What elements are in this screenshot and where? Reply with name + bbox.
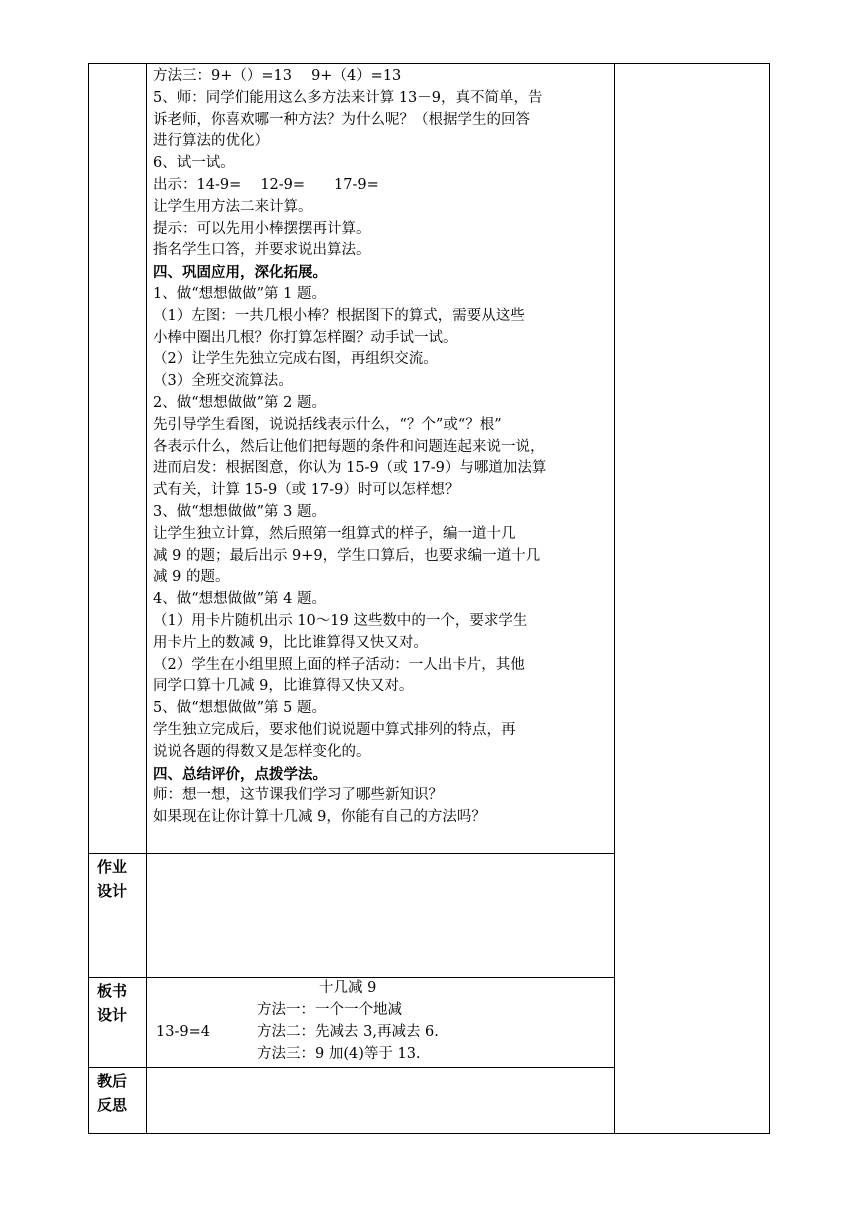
row-divider-reflection [89, 1067, 614, 1068]
lesson-line: 让学生用方法二来计算。 [153, 198, 313, 215]
board-title: 十几减 9 [319, 980, 377, 996]
lesson-line: （1）用卡片随机出示 10～19 这些数中的一个，要求学生 [153, 612, 528, 629]
board-equation: 13-9=4 [156, 1024, 210, 1040]
lesson-line: 小棒中圈出几根？你打算怎样圈？动手试一试。 [153, 329, 458, 346]
lesson-line: 先引导学生看图，说说括线表示什么，“？个”或“？根” [153, 416, 502, 433]
board-method-2: 方法二：先减去 3,再减去 6. [257, 1024, 439, 1040]
section-heading: 四、巩固应用，深化拓展。 [153, 264, 327, 282]
lesson-line: 说说各题的得数又是怎样变化的。 [153, 743, 371, 760]
lesson-line: 减 9 的题；最后出示 9+9，学生口算后，也要求编一道十几 [153, 547, 541, 564]
reflection-label [97, 1069, 127, 1117]
board-label [97, 979, 127, 1027]
lesson-process-text [153, 64, 618, 829]
lesson-line: 进行算法的优化） [153, 133, 269, 150]
lesson-line: 让学生独立计算，然后照第一组算式的样子，编一道十几 [153, 525, 516, 542]
lesson-line: 2、做“想想做做”第 2 题。 [153, 394, 326, 411]
board-label-line-1: 板书 [97, 982, 128, 1000]
lesson-plan-table [88, 63, 770, 1134]
lesson-line: 如果现在让你计算十几减 9，你能有自己的方法吗？ [153, 809, 486, 826]
board-label-line-2: 设计 [97, 1006, 128, 1024]
lesson-line: 师：想一想，这节课我们学习了哪些新知识？ [153, 787, 443, 804]
lesson-line: 出示：14-9= 12-9= 17-9= [153, 176, 379, 193]
lesson-line: 式有关，计算 15-9（或 17-9）时可以怎样想？ [153, 482, 460, 499]
homework-label-line-1: 作业 [97, 858, 128, 876]
board-method-1: 方法一：一个一个地减 [257, 1002, 402, 1018]
homework-label [97, 855, 127, 903]
column-divider-label [146, 64, 147, 1133]
reflection-label-line-1: 教后 [97, 1072, 128, 1090]
lesson-line: 指名学生口答，并要求说出算法。 [153, 242, 371, 259]
row-divider-homework [89, 853, 614, 854]
lesson-line: 方法三：9+（）=13 9+（4）=13 [153, 68, 402, 84]
lesson-line: 减 9 的题。 [153, 569, 230, 586]
lesson-line: 用卡片上的数减 9，比比谁算得又快又对。 [153, 634, 428, 651]
homework-label-line-2: 设计 [97, 882, 128, 900]
lesson-line: （3）全班交流算法。 [153, 373, 293, 390]
lesson-line: 5、做“想想做做”第 5 题。 [153, 700, 326, 717]
lesson-line: 同学口算十几减 9，比谁算得又快又对。 [153, 678, 414, 695]
lesson-line: 学生独立完成后，要求他们说说题中算式排列的特点，再 [153, 721, 516, 738]
lesson-line: 3、做“想想做做”第 3 题。 [153, 503, 326, 520]
section-heading: 四、总结评价，点拨学法。 [153, 765, 327, 783]
lesson-line: 提示：可以先用小棒摆摆再计算。 [153, 220, 371, 237]
lesson-line: 5、师：同学们能用这么多方法来计算 13－9，真不简单，告 [153, 89, 543, 106]
reflection-label-line-2: 反思 [97, 1096, 128, 1114]
board-method-3: 方法三：9 加(4)等于 13. [257, 1046, 421, 1062]
lesson-line: （2）让学生先独立完成右图，再组织交流。 [153, 351, 438, 368]
lesson-line: 各表示什么，然后让他们把每题的条件和问题连起来说一说， [153, 438, 545, 455]
lesson-line: 1、做“想想做做”第 1 题。 [153, 285, 326, 302]
lesson-line: 诉老师，你喜欢哪一种方法？为什么呢？（根据学生的回答 [153, 111, 530, 128]
lesson-line: 4、做“想想做做”第 4 题。 [153, 591, 326, 608]
lesson-line: 6、试一试。 [153, 155, 235, 172]
lesson-line: （1）左图：一共几根小棒？根据图下的算式，需要从这些 [153, 307, 525, 324]
lesson-line: （2）学生在小组里照上面的样子活动：一人出卡片，其他 [153, 656, 525, 673]
lesson-line: 进而启发：根据图意，你认为 15-9（或 17-9）与哪道加法算 [153, 460, 547, 477]
